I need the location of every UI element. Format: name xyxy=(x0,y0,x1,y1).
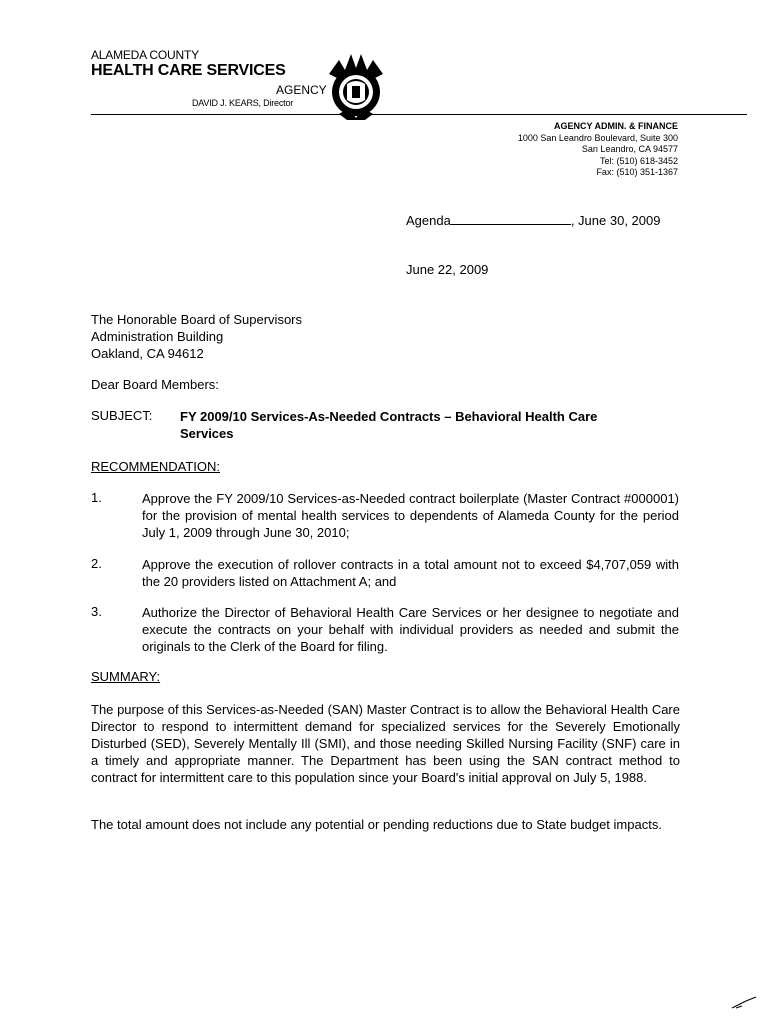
recommendation-number: 1. xyxy=(91,490,102,505)
subject-label: SUBJECT: xyxy=(91,408,153,423)
street-address: 1000 San Leandro Boulevard, Suite 300 xyxy=(517,132,678,143)
telephone: Tel: (510) 618-3452 xyxy=(599,155,678,166)
agenda-number-blank xyxy=(451,213,571,225)
recommendation-heading: RECOMMENDATION: xyxy=(91,459,221,474)
recommendation-item: Authorize the Director of Behavioral Health Care Services or her designee to negotiate and execute the contracts on your behalf with individual providers as needed and submit the originals to the Clerk of the Board for filing. xyxy=(142,605,679,654)
fax: Fax: (510) 351-1367 xyxy=(596,167,678,177)
summary-paragraph: The purpose of this Services-as-Needed (SAN) Master Contract is to allow the Behavioral Health Care Director to respond to intermittent demand for specialized services for the Severely Emotionally Disturbed (SED), Severely Mentally Ill (SMI), and those needing Skilled Nursing Facility (SNF) care in a timely and appropriate manner. The Department has been using the SAN contract method to contract for intermittent care to this population since your Board's initial approval on July 5, 1988. xyxy=(91,702,680,785)
subject-text: FY 2009/10 Services-As-Needed Contracts – Behavioral Health Care Services xyxy=(180,409,598,441)
agenda-meeting-date: , June 30, 2009 xyxy=(570,213,661,228)
county-seal-icon xyxy=(325,48,387,122)
header-rule xyxy=(91,114,747,115)
agency-word: AGENCY xyxy=(276,83,327,97)
department-name: AGENCY ADMIN. & FINANCE xyxy=(553,121,678,131)
addressee-line: The Honorable Board of Supervisors xyxy=(91,312,303,327)
salutation: Dear Board Members: xyxy=(91,377,219,392)
addressee-line: Oakland, CA 94612 xyxy=(91,346,204,361)
agenda-label: Agenda xyxy=(406,213,451,228)
director-name: DAVID J. KEARS, Director xyxy=(192,98,294,108)
recommendation-item: Approve the execution of rollover contracts in a total amount not to exceed $4,707,059 with the 20 providers listed on Attachment A; and xyxy=(142,557,679,589)
agency-name: HEALTH CARE SERVICES xyxy=(91,62,286,79)
pen-mark-icon xyxy=(730,996,758,1010)
agenda-line xyxy=(406,213,660,228)
recommendation-number: 3. xyxy=(91,604,102,619)
addressee-line: Administration Building xyxy=(91,329,224,344)
recommendation-item: Approve the FY 2009/10 Services-as-Needed contract boilerplate (Master Contract #000001) for the provision of mental health services to dependents of Alameda County for the period July 1, 2009 through June 30, 2010; xyxy=(142,491,679,540)
recommendation-number: 2. xyxy=(91,556,102,571)
summary-heading: SUMMARY: xyxy=(91,669,161,684)
return-address xyxy=(378,121,678,179)
addressee-block xyxy=(91,311,302,362)
county-name: ALAMEDA COUNTY xyxy=(91,48,199,62)
summary-paragraph: The total amount does not include any potential or pending reductions due to State budget impacts. xyxy=(91,817,662,832)
city-state-zip: San Leandro, CA 94577 xyxy=(581,144,678,154)
letter-date: June 22, 2009 xyxy=(406,262,489,277)
